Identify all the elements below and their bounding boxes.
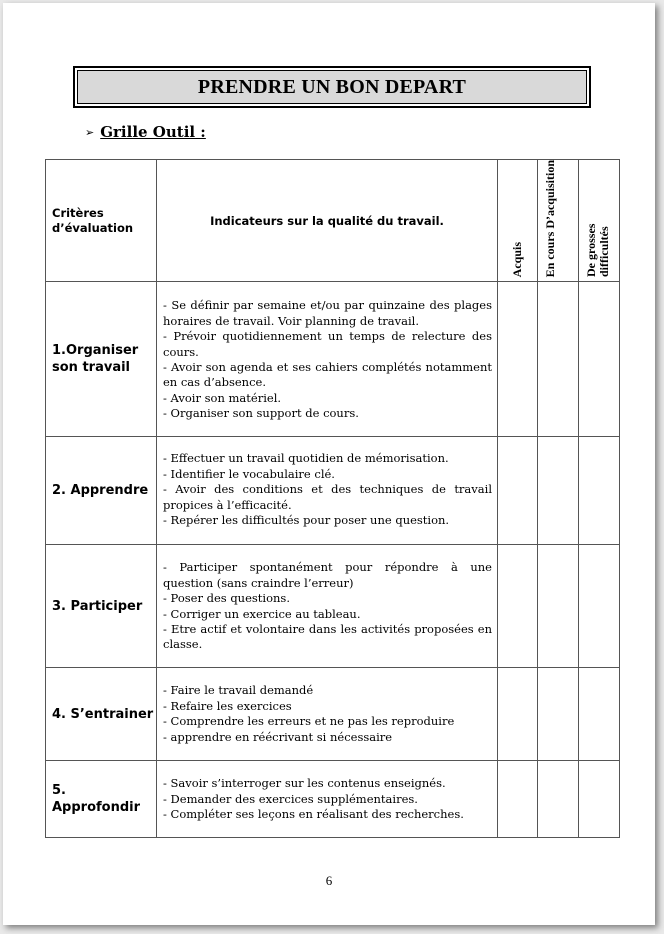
indicator-line: - Faire le travail demandé	[163, 683, 314, 698]
indicator-line: - Effectuer un travail quotidien de mémorisation.	[163, 451, 449, 466]
indicator-line: - Poser des questions.	[163, 591, 290, 606]
title-box	[73, 66, 591, 108]
arrowhead-bullet-icon: ➢	[85, 125, 95, 139]
indicator-line: - Repérer les difficultés pour poser une question.	[163, 512, 450, 527]
evaluation-grid	[45, 159, 620, 838]
en-cours-checkbox-cell[interactable]	[538, 437, 579, 545]
acquis-header: Acquis	[510, 242, 524, 278]
acquis-checkbox-cell[interactable]	[498, 437, 538, 545]
difficultes-header: De grosses difficultés	[584, 223, 611, 278]
difficultes-checkbox-cell[interactable]	[579, 437, 620, 545]
section-heading	[85, 123, 206, 141]
indicator-line: - Refaire les exercices	[163, 698, 292, 713]
indicator-line: - Avoir des conditions et des techniques de travail propices à l’efficacité.	[163, 482, 492, 512]
indicator-line: - Demander des exercices supplémentaires.	[163, 791, 418, 806]
table-row	[46, 668, 620, 761]
criterion-cell: 2. Apprendre	[46, 437, 157, 545]
table-row	[46, 761, 620, 838]
page-title: PRENDRE UN BON DEPART	[197, 75, 467, 98]
header-row	[46, 160, 620, 282]
criterion-cell: 1.Organiser son travail	[46, 282, 157, 437]
table-row	[46, 545, 620, 668]
indicator-line: - Participer spontanément pour répondre à une question (sans craindre l’erreur)	[163, 560, 492, 590]
indicator-line: - Se définir par semaine et/ou par quinzaine des plages horaires de travail. Voir planning de travail.	[163, 298, 492, 328]
indicators-cell	[157, 761, 498, 838]
indicator-line: - Savoir s’interroger sur les contenus enseignés.	[163, 776, 446, 791]
en-cours-checkbox-cell[interactable]	[538, 282, 579, 437]
indicator-line: - Comprendre les erreurs et ne pas les reproduire	[163, 714, 455, 729]
indicator-line: - apprendre en réécrivant si nécessaire	[163, 729, 393, 744]
criterion-cell: 5. Approfondir	[46, 761, 157, 838]
indicators-cell	[157, 668, 498, 761]
difficultes-checkbox-cell[interactable]	[579, 668, 620, 761]
indicator-line: - Avoir son matériel.	[163, 390, 282, 405]
acquis-checkbox-cell[interactable]	[498, 545, 538, 668]
indicator-line: - Corriger un exercice au tableau.	[163, 606, 361, 621]
indicators-cell	[157, 437, 498, 545]
acquis-checkbox-cell[interactable]	[498, 761, 538, 838]
table-row	[46, 282, 620, 437]
acquis-checkbox-cell[interactable]	[498, 282, 538, 437]
indicators-header: Indicateurs sur la qualité du travail.	[157, 160, 498, 282]
criterion-cell: 3. Participer	[46, 545, 157, 668]
page-number: 6	[325, 873, 333, 888]
indicator-line: - Avoir son agenda et ses cahiers complétés notamment en cas d’absence.	[163, 359, 492, 390]
indicator-line: - Etre actif et volontaire dans les activités proposées en classe.	[163, 621, 492, 652]
indicators-cell	[157, 545, 498, 668]
indicators-cell	[157, 282, 498, 437]
acquis-checkbox-cell[interactable]	[498, 668, 538, 761]
en-cours-checkbox-cell[interactable]	[538, 545, 579, 668]
difficultes-checkbox-cell[interactable]	[579, 761, 620, 838]
en-cours-header: En cours D’acquisition	[543, 160, 557, 278]
difficultes-checkbox-cell[interactable]	[579, 282, 620, 437]
indicator-line: - Organiser son support de cours.	[163, 406, 359, 421]
indicator-line: - Compléter ses leçons en réalisant des recherches.	[163, 807, 464, 822]
document-page	[3, 3, 655, 925]
criteria-header: Critères d’évaluation	[46, 160, 157, 282]
en-cours-checkbox-cell[interactable]	[538, 761, 579, 838]
table-row	[46, 437, 620, 545]
en-cours-checkbox-cell[interactable]	[538, 668, 579, 761]
indicator-line: - Identifier le vocabulaire clé.	[163, 466, 335, 481]
section-heading-label: Grille Outil :	[100, 123, 206, 141]
criterion-cell: 4. S’entrainer	[46, 668, 157, 761]
indicator-line: - Prévoir quotidiennement un temps de relecture des cours.	[163, 329, 492, 359]
difficultes-checkbox-cell[interactable]	[579, 545, 620, 668]
